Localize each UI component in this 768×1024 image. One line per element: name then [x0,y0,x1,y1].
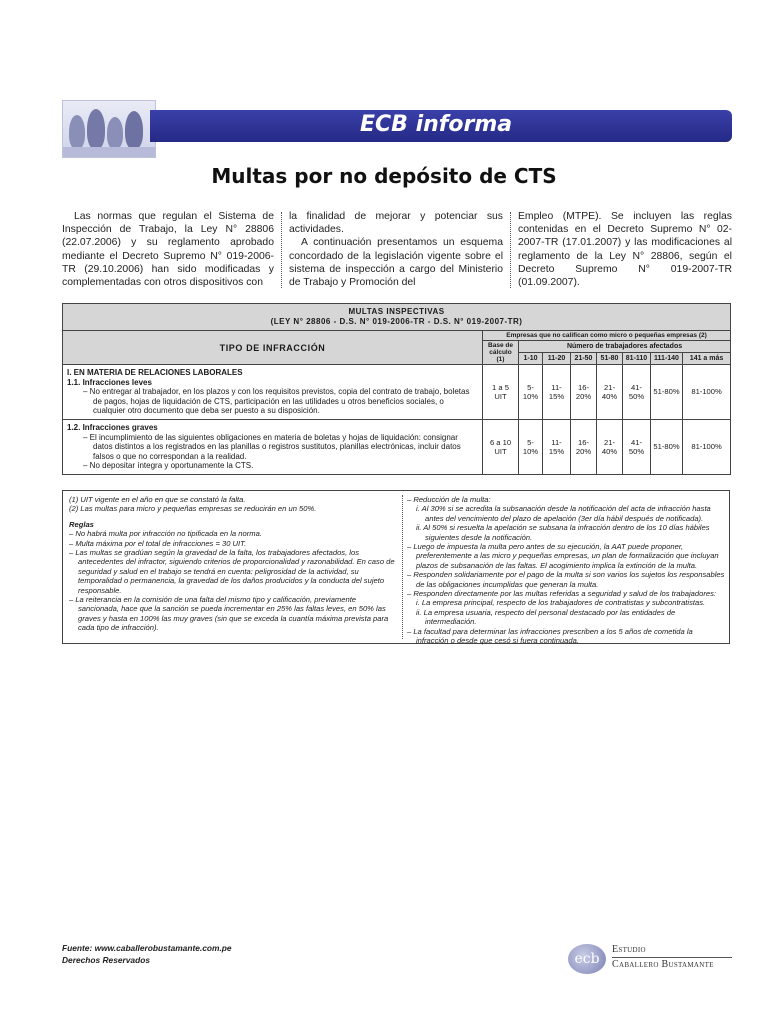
range-value: 16-20% [571,365,597,420]
note-line: – No habrá multa por infracción no tipificada en la norma. [69,529,262,539]
notes-left [69,495,399,633]
base-value: 6 a 10 UIT [483,419,519,474]
col-header-num-workers: Número de trabajadores afectados [519,341,731,353]
range-header: 21-50 [571,353,597,365]
range-value: 16-20% [571,419,597,474]
logo-line1: Estudio [612,944,646,955]
footer-source [62,942,232,966]
infraction-bullet: – No depositar íntegra y oportunamente la CTS. [83,461,254,471]
range-value: 81-100% [683,365,731,420]
range-header: 51-80 [597,353,623,365]
rights-text: Derechos Reservados [62,955,150,965]
table-row [63,419,731,474]
intro-columns [62,210,732,290]
range-header: 111-140 [651,353,683,365]
infraction-desc [63,365,483,420]
brand-title: ECB informa [360,112,513,137]
note-line: – La reiterancia en la comisión de una falta del mismo tipo y calificación, previamente sancionada, hace que la sanción se pueda incrementar en 25% las faltas leves, en 50% las graves y hasta en 100% las muy graves (sin que se exceda la cuantía máxima prevista para cada tipo de infracción). [69,595,389,633]
infraction-bullet: – El incumplimiento de las siguientes obligaciones en materia de boletas y hojas de liquidación: consignar datos distintos a los registrados en las planillas o registros sustitutos, planillas electrónicas, incluir datos falsos o que no correspondan a la realidad. [83,432,461,461]
range-header: 1-10 [519,353,543,365]
infraction-subtitle: 1.1. Infracciones leves [67,377,152,387]
range-value: 5-10% [519,365,543,420]
page-title: Multas por no depósito de CTS [211,164,557,188]
column-divider [281,212,282,288]
intro-col2-text-b: A continuación presentamos un esquema concordado de la legislación vigente sobre el sistema de inspección a cargo del Ministerio de Trabajo y Promoción del [289,237,503,289]
note-line: – Las multas se gradúan según la gravedad de la falta, los trabajadores afectados, los antecedentes del infractor, siguiendo criterios de proporcionalidad y razonabilidad. En caso de seguridad y salud en el trabajo se tendrá en cuenta: peligrosidad de la actividad, su temporalidad o permanencia, la gravedad de los daños producidos y la conducta del sujeto responsable. [69,548,395,595]
intro-col2-text-a: la finalidad de mejorar y potenciar sus actividades. [289,211,503,236]
note-line: ii. Al 50% si resuelta la apelación se subsana la infracción dentro de los 10 días hábiles siguientes desde la notificación. [416,523,710,542]
note-line: – Responden solidariamente por el pago de la multa si son varios los sujetos los responsables de las obligaciones incumplidas que generan la multa. [407,570,725,589]
source-text: Fuente: www.caballerobustamante.com.pe [62,943,232,953]
base-value: 1 a 5 UIT [483,365,519,420]
range-header: 11-20 [543,353,571,365]
note-line: i. Al 30% si se acredita la subsanación desde la notificación del acta de infracción hasta antes del vencimiento del plazo de apelación (3er día hábil después de notificada). [416,504,711,523]
range-value: 51-80% [651,419,683,474]
logo-line2: Caballero Bustamante [612,959,714,970]
range-value: 51-80% [651,365,683,420]
notes-right [407,495,725,646]
range-header: 81-110 [623,353,651,365]
ecb-logo-icon: ecb [568,944,606,974]
range-value: 11-15% [543,365,571,420]
column-divider [510,212,511,288]
note-line: Reglas [69,519,94,529]
range-value: 5-10% [519,419,543,474]
intro-col1-text: Las normas que regulan el Sistema de Inspección de Trabajo, la Ley N° 28806 (22.07.2006) y su reglamento aprobado mediante el Decreto Supremo N° 019-2006-TR (29.10.2006) han sido modificadas y complementadas con otros dispositivos con [62,211,274,289]
section-title: I. EN MATERIA DE RELACIONES LABORALES [67,368,243,377]
note-line: (1) UIT vigente en el año en que se constató la falta. [69,495,246,504]
intro-col-3 [518,210,732,289]
header-photo [62,100,156,158]
range-value: 81-100% [683,419,731,474]
infraction-desc [63,419,483,474]
notes-box [62,490,730,644]
col-header-base: Base de cálculo (1) [483,341,519,365]
note-line: (2) Las multas para micro y pequeñas empresas se reducirán en un 50%. [69,504,317,514]
infraction-subtitle: 1.2. Infracciones graves [67,422,158,432]
range-value: 21-40% [597,419,623,474]
intro-col-1 [62,210,274,289]
col-header-empresas: Empresas que no califican como micro o pequeñas empresas (2) [483,331,731,341]
note-line: – Multa máxima por el total de infracciones = 30 UIT. [69,538,247,548]
notes-divider [402,495,403,639]
logo-rule [612,957,732,958]
note-line: – Luego de impuesta la multa pero antes de su ejecución, la AAT puede proponer, preferentemente a las micro y pequeñas empresas, un plan de formalización que incluyan plazos de subsanación de las faltas. El acogimiento implica la extinción de la multa. [407,542,719,570]
note-line: i. La empresa principal, respecto de los trabajadores de contratistas y subcontratistas. [416,598,706,608]
range-header: 141 a más [683,353,731,365]
infraction-bullet: – No entregar al trabajador, en los plazos y con los requisitos previstos, copia del contrato de trabajo, boletas de pagos, hojas de liquidación de CTS, participación en las utilidades u otros beneficios sociales, o cualquier otro documento que deba ser puesto a su disposición. [83,387,470,416]
note-line: – La facultad para determinar las infracciones prescriben a los 5 años de cometida la infracción o desde que cesó si fuera continuada. [407,626,693,646]
note-line: ii. La empresa usuaria, respecto del personal destacado por las entidades de intermediación. [416,607,676,627]
note-line: – Responden directamente por las multas referidas a seguridad y salud de los trabajadores: [407,589,716,599]
range-value: 41-50% [623,365,651,420]
range-value: 41-50% [623,419,651,474]
range-value: 11-15% [543,419,571,474]
range-value: 21-40% [597,365,623,420]
table-title [63,304,731,331]
table-row [63,365,731,420]
fines-table [62,303,731,475]
table-title-line2: (LEY N° 28806 - D.S. N° 019-2006-TR - D.S. N° 019-2007-TR) [270,317,523,326]
intro-col-2 [289,210,503,289]
table-title-line1: MULTAS INSPECTIVAS [348,307,445,316]
note-line: – Reducción de la multa: [407,495,491,504]
col-header-tipo: TIPO DE INFRACCIÓN [63,331,483,365]
intro-col3-text: Empleo (MTPE). Se incluyen las reglas contenidas en el Decreto Supremo N° 02-2007-TR (17.01.2007) y las modificaciones al reglamento de la Ley N° 28806, según el Decreto Supremo N° 019-2007-TR (01.09.2007). [518,211,732,289]
